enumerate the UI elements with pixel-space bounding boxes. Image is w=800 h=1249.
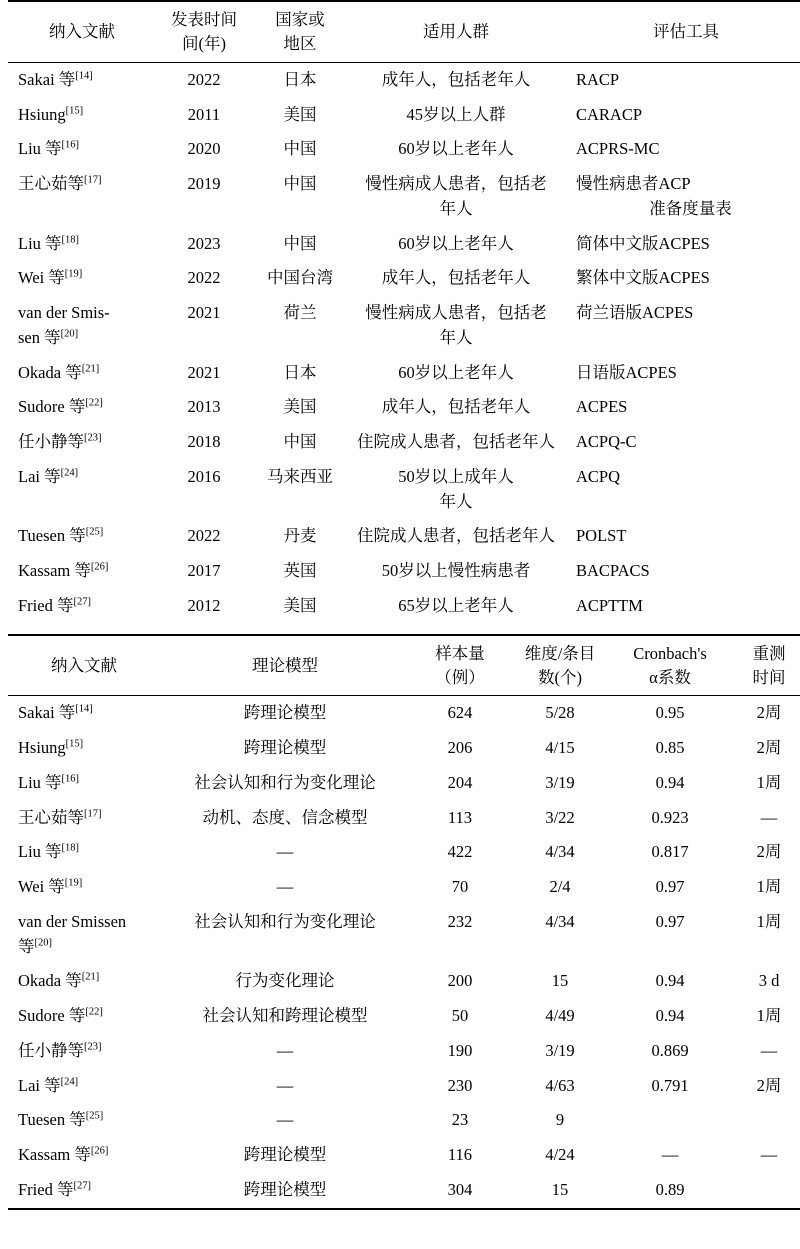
cell-region: 美国 — [283, 397, 317, 417]
cell-dimensions: 3/19 — [545, 1040, 575, 1060]
th2-cronbach-alpha: Cronbach's α系数 — [633, 643, 707, 687]
cell-alpha: 0.97 — [655, 911, 685, 931]
table-row — [8, 1034, 800, 1069]
cell-dimensions: 3/22 — [545, 807, 575, 827]
cell-tool: ACPQ-C — [576, 432, 637, 452]
cell-region: 中国 — [283, 174, 317, 194]
cell-model: 社会认知和行为变化理论 — [194, 911, 376, 931]
table-2-wrapper — [0, 634, 800, 1210]
table-row — [8, 227, 800, 262]
cell-sample-size: 422 — [447, 842, 473, 862]
table-row — [8, 999, 800, 1034]
cell-sample-size: 190 — [447, 1040, 473, 1060]
cell-tool: RACP — [576, 69, 620, 89]
table-row — [8, 964, 800, 999]
cell-region: 荷兰 — [283, 303, 317, 323]
cell-literature: van der Smissen 等[20] — [18, 911, 127, 956]
table-row — [8, 167, 800, 227]
cell-alpha: 0.89 — [655, 1179, 685, 1199]
cell-population: 慢性病成人患者，包括老 年人 — [365, 174, 547, 218]
cell-model: 行为变化理论 — [235, 971, 335, 991]
cell-literature: Wei 等[19] — [18, 877, 83, 897]
table-row — [8, 460, 800, 520]
cell-population: 60岁以上老年人 — [398, 139, 514, 159]
cell-year: 2022 — [187, 69, 221, 89]
cell-tool: 慢性病患者ACP 准备度量表 — [576, 174, 732, 218]
cell-population: 成年人，包括老年人 — [381, 268, 531, 288]
cell-tool: 日语版ACPES — [576, 362, 677, 382]
table-row — [8, 696, 800, 731]
cell-retest: 1周 — [756, 772, 782, 792]
cell-sample-size: 200 — [447, 971, 473, 991]
cell-model: — — [276, 842, 294, 862]
table-row — [8, 1138, 800, 1173]
th2-retest-time: 重测 时间 — [752, 643, 786, 687]
th2-theoretical-model: 理论模型 — [252, 655, 318, 675]
cell-region: 丹麦 — [283, 526, 317, 546]
table-row — [8, 356, 800, 391]
cell-tool: 荷兰语版ACPES — [576, 303, 694, 323]
cell-year: 2019 — [187, 174, 221, 194]
cell-tool: BACPACS — [576, 561, 650, 581]
cell-year: 2016 — [187, 466, 221, 486]
cell-model: 跨理论模型 — [243, 1179, 327, 1199]
th2-dimensions-items: 维度/条目 数(个) — [524, 643, 596, 687]
th2-included-literature: 纳入文献 — [51, 655, 117, 675]
th-country-region: 国家或 地区 — [275, 10, 325, 53]
th-assessment-tool: 评估工具 — [653, 21, 719, 41]
cell-dimensions: 4/24 — [545, 1145, 575, 1165]
cell-region: 中国 — [283, 139, 317, 159]
cell-sample-size: 230 — [447, 1075, 473, 1095]
cell-literature: Liu 等[18] — [18, 233, 80, 253]
cell-year: 2021 — [187, 303, 221, 323]
cell-dimensions: 3/19 — [545, 772, 575, 792]
table-row — [8, 1103, 800, 1138]
cell-literature: Tuesen 等[25] — [18, 1110, 104, 1130]
cell-model: — — [276, 1075, 294, 1095]
cell-population: 50岁以上慢性病患者 — [381, 561, 531, 581]
cell-year: 2017 — [187, 561, 221, 581]
cell-retest: 1周 — [756, 911, 782, 931]
cell-tool: ACPQ — [576, 466, 621, 486]
cell-alpha: 0.85 — [655, 738, 685, 758]
cell-literature: 王心茹等[17] — [18, 174, 102, 194]
table-row — [8, 261, 800, 296]
table-1-body — [8, 62, 800, 623]
cell-population: 60岁以上老年人 — [398, 362, 514, 382]
cell-sample-size: 116 — [447, 1145, 473, 1165]
cell-dimensions: 9 — [555, 1110, 565, 1130]
cell-literature: 任小静等[23] — [18, 1040, 102, 1060]
cell-literature: Liu 等[18] — [18, 842, 80, 862]
cell-tool: ACPTTM — [576, 595, 643, 615]
table-row — [8, 870, 800, 905]
cell-year: 2022 — [187, 268, 221, 288]
cell-model: 社会认知和行为变化理论 — [194, 772, 376, 792]
table-row — [8, 132, 800, 167]
cell-retest: 1周 — [756, 877, 782, 897]
cell-population: 住院成人患者，包括老年人 — [357, 432, 555, 452]
cell-literature: Liu 等[16] — [18, 772, 80, 792]
cell-population: 住院成人患者，包括老年人 — [357, 526, 555, 546]
cell-literature: Lai 等[24] — [18, 466, 79, 486]
cell-sample-size: 206 — [447, 738, 473, 758]
cell-model: 跨理论模型 — [243, 703, 327, 723]
cell-population: 成年人，包括老年人 — [381, 69, 531, 89]
cell-population: 60岁以上老年人 — [398, 233, 514, 253]
cell-literature: Kassam 等[26] — [18, 1145, 109, 1165]
cell-literature: Liu 等[16] — [18, 139, 80, 159]
cell-literature: Sakai 等[14] — [18, 703, 93, 723]
cell-sample-size: 624 — [447, 703, 473, 723]
cell-alpha: 0.94 — [655, 1006, 685, 1026]
cell-retest — [730, 1173, 800, 1209]
table-row — [8, 589, 800, 624]
table-row — [8, 425, 800, 460]
cell-region: 美国 — [283, 595, 317, 615]
cell-region: 英国 — [283, 561, 317, 581]
table-row — [8, 766, 800, 801]
table-row — [8, 801, 800, 836]
table-2-body — [8, 696, 800, 1209]
cell-dimensions: 4/15 — [545, 738, 575, 758]
cell-literature: Fried 等[27] — [18, 1179, 91, 1199]
cell-year: 2022 — [187, 526, 221, 546]
cell-sample-size: 204 — [447, 772, 473, 792]
cell-region: 中国台湾 — [267, 268, 333, 288]
cell-model: — — [276, 1110, 294, 1130]
cell-model: 动机、态度、信念模型 — [202, 807, 368, 827]
cell-retest: — — [760, 807, 778, 827]
cell-population: 成年人，包括老年人 — [381, 397, 531, 417]
cell-sample-size: 70 — [451, 877, 469, 897]
table-row — [8, 731, 800, 766]
cell-tool: 繁体中文版ACPES — [576, 268, 710, 288]
cell-model: — — [276, 877, 294, 897]
cell-retest: — — [760, 1040, 778, 1060]
cell-alpha: 0.97 — [655, 877, 685, 897]
cell-dimensions: 4/34 — [545, 842, 575, 862]
th-population: 适用人群 — [423, 21, 489, 41]
cell-population: 65岁以上老年人 — [398, 595, 514, 615]
cell-dimensions: 5/28 — [545, 703, 575, 723]
cell-retest: 2周 — [756, 1075, 782, 1095]
table-1 — [8, 0, 800, 624]
cell-region: 中国 — [283, 432, 317, 452]
cell-literature: Sudore 等[22] — [18, 1006, 103, 1026]
cell-literature: Wei 等[19] — [18, 268, 83, 288]
cell-literature: Hsiung[15] — [18, 738, 84, 758]
table-1-wrapper — [0, 0, 800, 624]
table-row — [8, 98, 800, 133]
cell-model: — — [276, 1040, 294, 1060]
cell-region: 美国 — [283, 104, 317, 124]
cell-tool: ACPES — [576, 397, 628, 417]
cell-dimensions: 4/49 — [545, 1006, 575, 1026]
cell-tool: 简体中文版ACPES — [576, 233, 710, 253]
cell-alpha — [610, 1103, 730, 1138]
cell-year: 2021 — [187, 362, 221, 382]
cell-literature: Tuesen 等[25] — [18, 526, 104, 546]
cell-alpha: 0.94 — [655, 971, 685, 991]
cell-sample-size: 232 — [447, 911, 473, 931]
cell-tool: CARACP — [576, 104, 643, 124]
cell-literature: 任小静等[23] — [18, 432, 102, 452]
cell-sample-size: 304 — [447, 1179, 473, 1199]
cell-alpha: — — [661, 1145, 679, 1165]
cell-population: 45岁以上人群 — [406, 104, 506, 124]
table-row — [8, 519, 800, 554]
table-row — [8, 905, 800, 965]
cell-model: 跨理论模型 — [243, 1145, 327, 1165]
table-row — [8, 835, 800, 870]
table-2 — [8, 634, 800, 1210]
cell-year: 2018 — [187, 432, 221, 452]
cell-year: 2012 — [187, 595, 221, 615]
cell-year: 2020 — [187, 139, 221, 159]
table-row — [8, 1069, 800, 1104]
th-publication-year: 发表时间 间(年) — [171, 10, 237, 53]
cell-year: 2013 — [187, 397, 221, 417]
cell-sample-size: 23 — [451, 1110, 469, 1130]
cell-population: 50岁以上成年人 年人 — [398, 466, 514, 511]
cell-retest — [730, 1103, 800, 1138]
cell-population: 慢性病成人患者，包括老 年人 — [365, 303, 547, 347]
cell-retest: 2周 — [756, 842, 782, 862]
table-1-header — [8, 1, 800, 62]
cell-retest: 1周 — [756, 1006, 782, 1026]
cell-literature: van der Smis- sen 等[20] — [18, 303, 110, 347]
table-separator — [0, 624, 800, 634]
table-2-header — [8, 635, 800, 696]
cell-dimensions: 15 — [551, 971, 569, 991]
cell-alpha: 0.95 — [655, 703, 685, 723]
cell-literature: Okada 等[21] — [18, 971, 100, 991]
cell-alpha: 0.923 — [651, 807, 689, 827]
cell-literature: Lai 等[24] — [18, 1075, 79, 1095]
cell-sample-size: 50 — [451, 1006, 469, 1026]
cell-literature: Hsiung[15] — [18, 104, 84, 124]
cell-dimensions: 4/63 — [545, 1075, 575, 1095]
cell-region: 马来西亚 — [267, 466, 333, 486]
table-row — [8, 554, 800, 589]
th-included-literature: 纳入文献 — [49, 21, 115, 41]
cell-retest: — — [760, 1145, 778, 1165]
cell-model: 跨理论模型 — [243, 738, 327, 758]
cell-region: 日本 — [283, 69, 317, 89]
cell-dimensions: 15 — [551, 1179, 569, 1199]
cell-literature: Okada 等[21] — [18, 362, 100, 382]
cell-year: 2023 — [187, 233, 221, 253]
cell-retest: 2周 — [756, 703, 782, 723]
cell-alpha: 0.791 — [651, 1075, 689, 1095]
cell-alpha: 0.94 — [655, 772, 685, 792]
table-row — [8, 62, 800, 97]
cell-literature: Sudore 等[22] — [18, 397, 103, 417]
cell-literature: Sakai 等[14] — [18, 69, 93, 89]
cell-region: 日本 — [283, 362, 317, 382]
cell-literature: Kassam 等[26] — [18, 561, 109, 581]
cell-retest: 2周 — [756, 738, 782, 758]
cell-tool: POLST — [576, 526, 627, 546]
cell-retest: 3 d — [758, 971, 780, 991]
cell-year: 2011 — [187, 104, 221, 124]
table-row — [8, 296, 800, 356]
cell-dimensions: 2/4 — [549, 877, 571, 897]
cell-literature: 王心茹等[17] — [18, 807, 102, 827]
cell-model: 社会认知和跨理论模型 — [202, 1006, 368, 1026]
cell-dimensions: 4/34 — [545, 911, 575, 931]
cell-region: 中国 — [283, 233, 317, 253]
cell-tool: ACPRS-MC — [576, 139, 660, 159]
cell-alpha: 0.817 — [651, 842, 689, 862]
table-row — [8, 1173, 800, 1209]
cell-alpha: 0.869 — [651, 1040, 689, 1060]
cell-sample-size: 113 — [447, 807, 473, 827]
cell-literature: Fried 等[27] — [18, 595, 91, 615]
th2-sample-size: 样本量 （例） — [435, 643, 485, 687]
table-row — [8, 390, 800, 425]
